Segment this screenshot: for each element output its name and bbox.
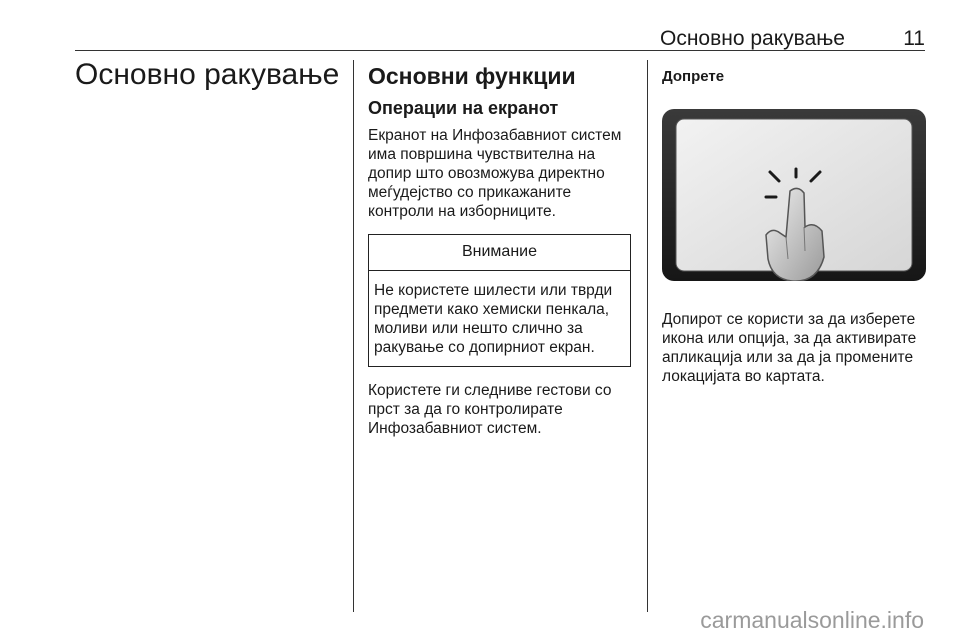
gesture-title: Допрете — [662, 68, 725, 85]
gesture-column — [662, 62, 930, 386]
intro-paragraph: Екранот на Инфозабавниот систем има површина чувствителна на допир што овозможува директно меѓудејство со прикажаните контроли на изборниците. — [368, 127, 622, 220]
running-title: Основно ракување — [659, 27, 845, 50]
running-header — [75, 24, 925, 50]
notice-box — [368, 234, 631, 367]
section-title: Основни функции — [368, 63, 576, 89]
column-divider — [353, 60, 354, 612]
section-column — [368, 62, 636, 438]
gesture-description: Допирот се користи за да изберете икона или опција, за да активирате апликација или за да ја промените локацијата во картата. — [662, 311, 917, 385]
notice-text: Не користете шилести или тврди предмети како хемиски пенкала, моливи или нешто слично за ракување со допирниот екран. — [374, 282, 613, 356]
notice-heading: Внимание — [369, 235, 630, 271]
touchscreen-tap-icon — [662, 109, 926, 281]
gestures-intro-paragraph: Користете ги следниве гестови со прст за да го контролирате Инфозабавниот систем. — [368, 382, 612, 437]
header-rule — [75, 50, 925, 51]
column-divider — [647, 60, 648, 612]
page-number: 11 — [903, 27, 925, 50]
watermark: carmanualsonline.info — [700, 607, 924, 633]
subsection-title: Операции на екранот — [368, 98, 559, 118]
chapter-title: Основно ракување — [75, 58, 340, 91]
